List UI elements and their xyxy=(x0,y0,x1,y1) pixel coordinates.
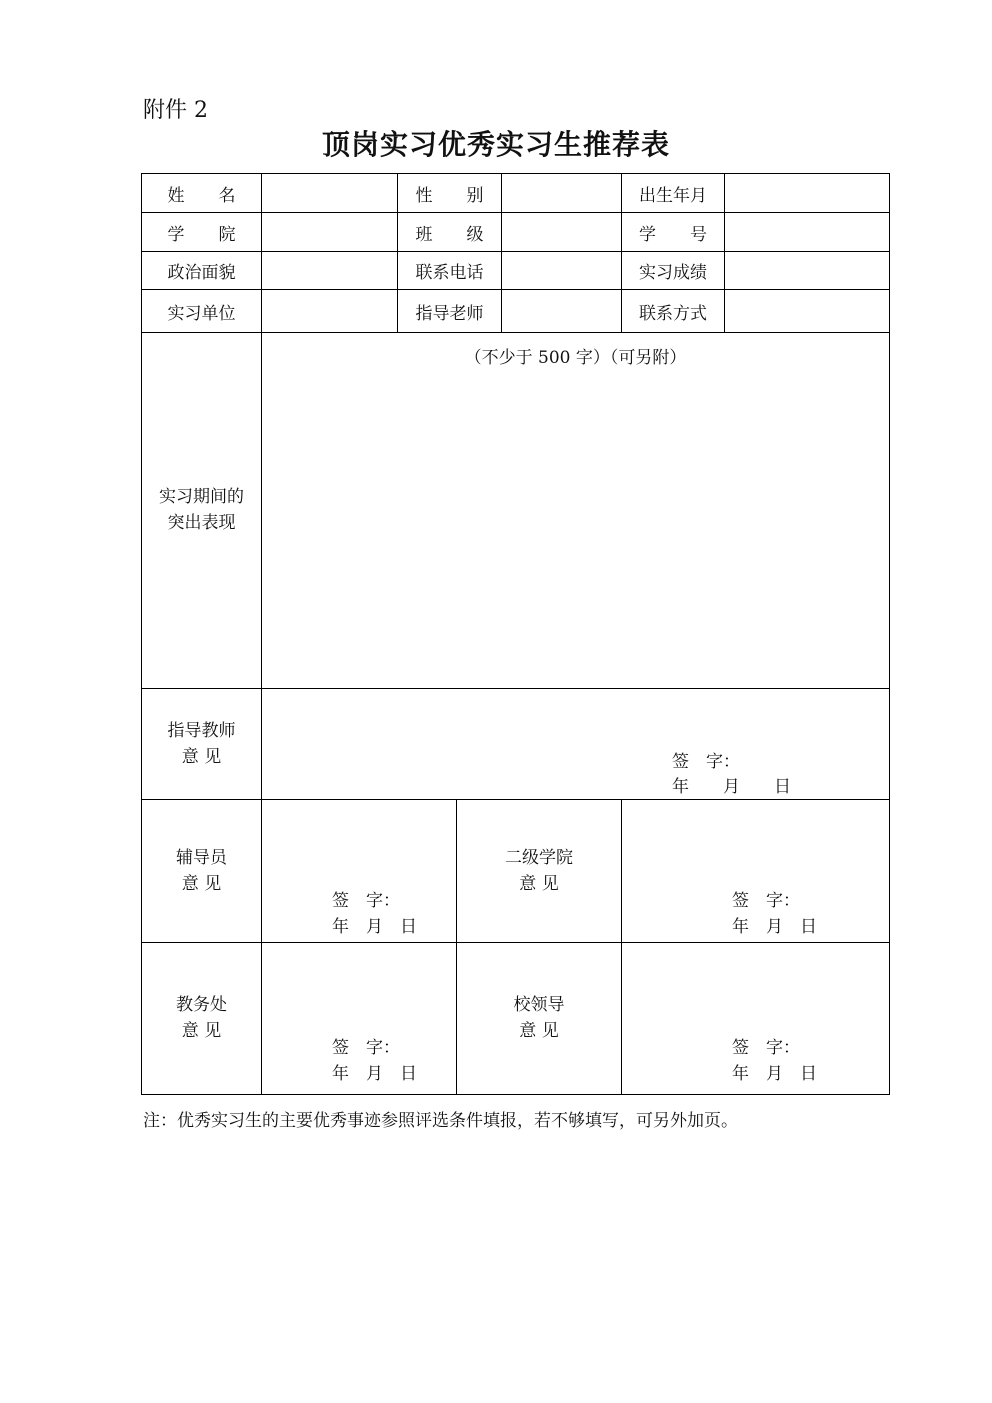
teacher-label: 指导老师 xyxy=(415,303,484,324)
contact-label: 联系方式 xyxy=(639,303,707,324)
academic-opinion-label: 教务处 意 见 xyxy=(176,995,227,1041)
political-field[interactable] xyxy=(262,252,397,289)
gender-field[interactable] xyxy=(502,174,621,212)
unit-field[interactable] xyxy=(262,290,397,332)
performance-hint: （不少于 500 字）（可另附） xyxy=(464,348,687,368)
academic-date: 年 月 日 xyxy=(332,1064,417,1084)
teacher-field[interactable] xyxy=(502,290,621,332)
birth-label: 出生年月 xyxy=(639,185,707,206)
counselor-signature: 签 字： xyxy=(332,891,400,911)
teacher-signature: 签 字： xyxy=(672,752,740,772)
student-id-field[interactable] xyxy=(725,213,889,251)
score-label: 实习成绩 xyxy=(639,263,707,283)
leader-date: 年 月 日 xyxy=(732,1064,817,1084)
birth-field[interactable] xyxy=(725,174,889,212)
performance-label: 实习期间的 突出表现 xyxy=(159,487,244,533)
college-opinion-label: 二级学院 意 见 xyxy=(505,848,573,894)
academic-signature: 签 字： xyxy=(332,1038,400,1058)
unit-label: 实习单位 xyxy=(167,303,236,324)
college-label: 学 院 xyxy=(167,224,236,245)
gender-label: 性 别 xyxy=(415,185,484,206)
student-id-label: 学 号 xyxy=(639,224,707,245)
attachment-label: 附件 2 xyxy=(143,98,208,123)
name-label: 姓 名 xyxy=(167,185,236,206)
counselor-date: 年 月 日 xyxy=(332,917,417,937)
class-field[interactable] xyxy=(502,213,621,251)
leader-signature: 签 字： xyxy=(732,1038,800,1058)
performance-field[interactable] xyxy=(262,333,889,688)
name-field[interactable] xyxy=(262,174,397,212)
college-date: 年 月 日 xyxy=(732,917,817,937)
contact-field[interactable] xyxy=(725,290,889,332)
college-signature: 签 字： xyxy=(732,891,800,911)
political-label: 政治面貌 xyxy=(167,263,236,283)
teacher-opinion-field[interactable] xyxy=(262,689,889,799)
college-field[interactable] xyxy=(262,213,397,251)
teacher-opinion-label: 指导教师 意 见 xyxy=(167,721,236,767)
class-label: 班 级 xyxy=(415,224,484,245)
teacher-date: 年 月 日 xyxy=(672,777,791,797)
score-field[interactable] xyxy=(725,252,889,289)
page-title: 顶岗实习优秀实习生推荐表 xyxy=(321,128,670,161)
leader-opinion-label: 校领导 意 见 xyxy=(513,995,565,1041)
counselor-opinion-label: 辅导员 意 见 xyxy=(176,848,227,894)
phone-field[interactable] xyxy=(502,252,621,289)
phone-label: 联系电话 xyxy=(415,263,484,283)
footnote: 注：优秀实习生的主要优秀事迹参照评选条件填报，若不够填写，可另外加页。 xyxy=(143,1111,738,1131)
